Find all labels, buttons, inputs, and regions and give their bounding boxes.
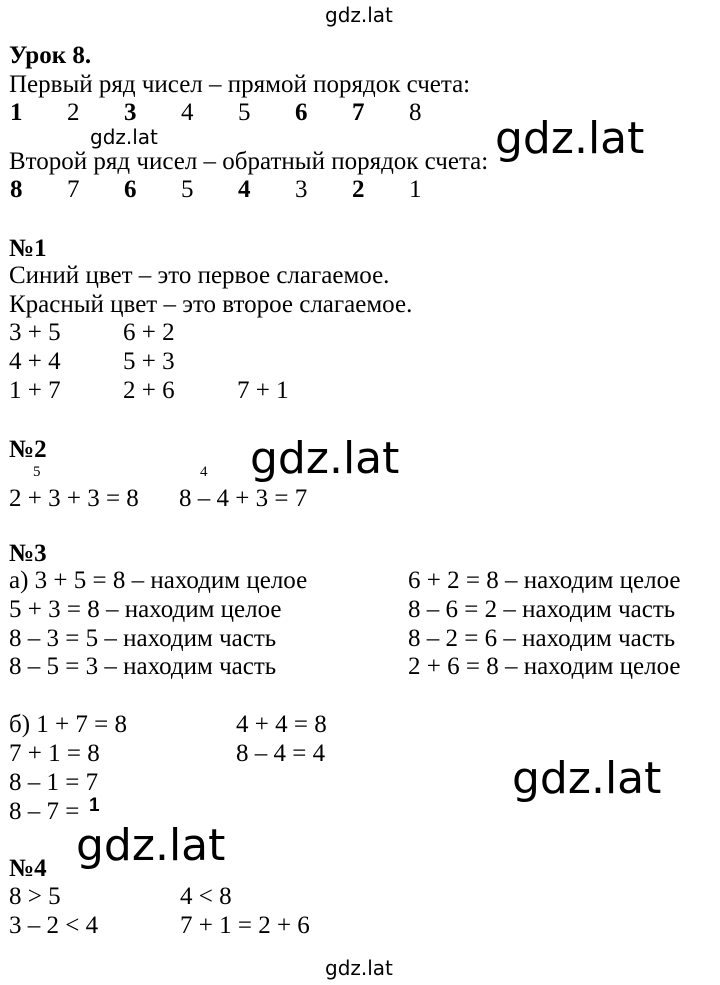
task4-heading: №4 (9, 855, 47, 882)
num: 2 (67, 99, 80, 126)
comparison: 3 – 2 < 4 (9, 912, 99, 939)
line-forward-order: Первый ряд чисел – прямой порядок счета: (9, 71, 471, 98)
equation: 7 + 1 = 8 (9, 740, 100, 767)
equation: б) 1 + 7 = 8 (9, 711, 127, 738)
equation: 5 + 3 = 8 – находим целое (9, 596, 282, 623)
expr: 2 + 6 (123, 377, 175, 404)
expr: 3 + 5 (9, 319, 61, 346)
equation: 2 + 6 = 8 – находим целое (408, 653, 681, 680)
num: 4 (181, 99, 194, 126)
num: 3 (295, 176, 308, 203)
task2-heading: №2 (9, 436, 47, 463)
intermediate-value: 5 (33, 464, 41, 480)
watermark-large-3: gdz.lat (512, 753, 662, 804)
comparison: 8 > 5 (9, 883, 61, 910)
num: 5 (238, 99, 251, 126)
equation: 8 – 5 = 3 – находим часть (9, 653, 277, 680)
task1-heading: №1 (9, 235, 47, 262)
equation: 8 – 4 = 4 (236, 740, 326, 767)
watermark-large-1: gdz.lat (495, 113, 645, 164)
equation: 2 + 3 + 3 = 8 (9, 485, 139, 512)
comparison: 7 + 1 = 2 + 6 (180, 912, 310, 939)
expr: 4 + 4 (9, 348, 61, 375)
equation: 8 – 4 + 3 = 7 (179, 485, 308, 512)
intermediate-value: 4 (200, 464, 208, 480)
watermark-small-1: gdz.lat (90, 125, 158, 149)
equation-answer: 1 (89, 795, 100, 816)
num: 1 (409, 176, 422, 203)
equation: 4 + 4 = 8 (236, 711, 327, 738)
expr: 6 + 2 (123, 319, 175, 346)
num: 6 (124, 176, 137, 203)
num: 2 (352, 176, 365, 203)
equation: 8 – 7 = (9, 798, 86, 825)
equation: 8 – 3 = 5 – находим часть (9, 625, 277, 652)
watermark-large-4: gdz.lat (76, 820, 226, 871)
watermark-top: gdz.lat (325, 3, 393, 27)
expr: 1 + 7 (9, 377, 61, 404)
num: 8 (10, 176, 23, 203)
num: 8 (409, 99, 422, 126)
lesson-title: Урок 8. (9, 42, 92, 69)
num: 1 (10, 99, 23, 126)
equation: 6 + 2 = 8 – находим целое (408, 567, 681, 594)
equation: 8 – 1 = 7 (9, 769, 99, 796)
watermark-bottom: gdz.lat (325, 956, 393, 980)
expr: 7 + 1 (237, 377, 289, 404)
equation: а) 3 + 5 = 8 – находим целое (9, 567, 308, 594)
line-reverse-order: Второй ряд чисел – обратный порядок счета: (9, 148, 489, 175)
task1-text-blue: Синий цвет – это первое слагаемое. (9, 262, 390, 289)
num: 7 (67, 176, 80, 203)
equation: 8 – 6 = 2 – находим часть (408, 596, 676, 623)
num: 3 (124, 99, 137, 126)
num: 7 (352, 99, 365, 126)
num: 5 (181, 176, 194, 203)
num: 4 (238, 176, 251, 203)
equation: 8 – 2 = 6 – находим часть (408, 625, 676, 652)
watermark-large-2: gdz.lat (250, 433, 400, 484)
comparison: 4 < 8 (180, 883, 232, 910)
task3-heading: №3 (9, 540, 47, 567)
num: 6 (295, 99, 308, 126)
expr: 5 + 3 (123, 348, 175, 375)
task1-text-red: Красный цвет – это второе слагаемое. (9, 291, 413, 318)
